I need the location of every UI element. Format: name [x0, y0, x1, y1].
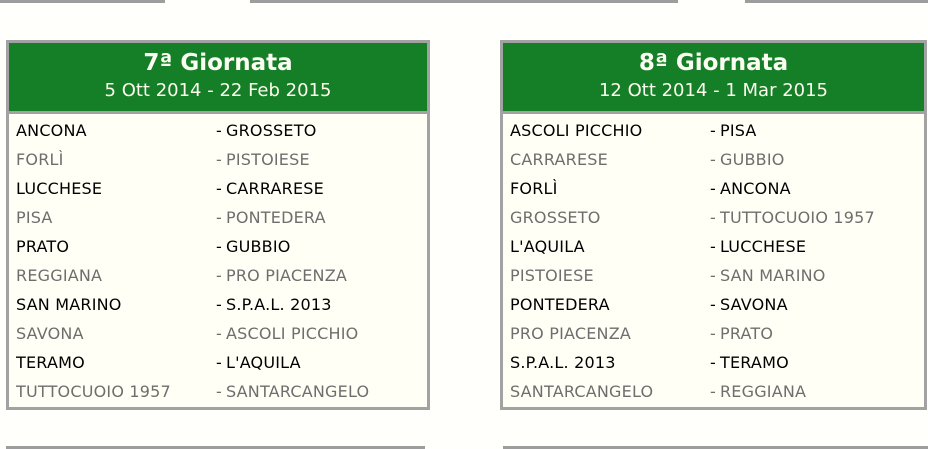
- match-row: [503, 232, 924, 261]
- match-list: [9, 114, 427, 406]
- away-cell: [710, 179, 924, 198]
- match-row: [503, 116, 924, 145]
- home-team: GROSSETO: [510, 208, 601, 227]
- home-team: FORLÌ: [16, 150, 64, 169]
- match-row: [503, 203, 924, 232]
- home-team: SANTARCANGELO: [510, 382, 654, 401]
- vs-separator: -: [710, 150, 716, 169]
- away-team: SANTARCANGELO: [225, 382, 370, 401]
- away-cell: [216, 382, 427, 401]
- match-row: [9, 290, 427, 319]
- vs-separator: -: [216, 324, 222, 343]
- away-team: SAN MARINO: [719, 266, 826, 285]
- away-team: GROSSETO: [225, 121, 317, 140]
- away-team: ANCONA: [719, 179, 791, 198]
- giornata-title: 8ª Giornata: [638, 50, 789, 76]
- home-team: PISA: [16, 208, 53, 227]
- away-team: PRATO: [719, 324, 774, 343]
- away-cell: [216, 237, 427, 256]
- match-row: [9, 348, 427, 377]
- vs-separator: -: [710, 324, 716, 343]
- away-team: GUBBIO: [225, 237, 291, 256]
- away-cell: [710, 150, 924, 169]
- vs-separator: -: [710, 208, 716, 227]
- away-cell: [216, 324, 427, 343]
- match-row: [503, 261, 924, 290]
- away-team: PISA: [719, 121, 757, 140]
- match-row: [9, 174, 427, 203]
- match-row: [9, 232, 427, 261]
- match-row: [503, 145, 924, 174]
- match-row: [503, 348, 924, 377]
- home-team: FORLÌ: [510, 179, 558, 198]
- vs-separator: -: [710, 121, 716, 140]
- vs-separator: -: [710, 382, 716, 401]
- home-team: PONTEDERA: [510, 295, 610, 314]
- away-team: GUBBIO: [719, 150, 785, 169]
- away-team: LUCCHESE: [719, 237, 807, 256]
- away-cell: [216, 266, 427, 285]
- home-team: SAVONA: [16, 324, 84, 343]
- home-team: TERAMO: [16, 353, 85, 372]
- home-team: PRATO: [16, 237, 70, 256]
- away-cell: [216, 353, 427, 372]
- away-cell: [216, 208, 427, 227]
- away-cell: [710, 266, 924, 285]
- away-team: PRO PIACENZA: [225, 266, 348, 285]
- giornata-7-table: [6, 40, 430, 410]
- away-cell: [216, 295, 427, 314]
- away-team: S.P.A.L. 2013: [225, 295, 332, 314]
- away-team: SAVONA: [719, 295, 788, 314]
- match-row: [9, 319, 427, 348]
- home-team: PISTOIESE: [510, 266, 594, 285]
- vs-separator: -: [216, 295, 222, 314]
- cutoff-table-border-top-left: [0, 0, 165, 3]
- away-cell: [710, 353, 924, 372]
- home-team: REGGIANA: [16, 266, 103, 285]
- giornata-7-header: [9, 43, 427, 114]
- match-row: [9, 116, 427, 145]
- vs-separator: -: [710, 353, 716, 372]
- vs-separator: -: [216, 237, 222, 256]
- vs-separator: -: [710, 237, 716, 256]
- away-cell: [710, 237, 924, 256]
- vs-separator: -: [710, 179, 716, 198]
- cutoff-table-border-top-right: [745, 0, 928, 3]
- match-row: [9, 377, 427, 406]
- match-row: [503, 174, 924, 203]
- giornata-8-header: [503, 43, 924, 114]
- vs-separator: -: [216, 150, 222, 169]
- away-team: CARRARESE: [225, 179, 324, 198]
- home-team: LUCCHESE: [16, 179, 103, 198]
- vs-separator: -: [216, 266, 222, 285]
- home-team: ASCOLI PICCHIO: [510, 121, 643, 140]
- home-team: L'AQUILA: [510, 237, 585, 256]
- away-team: PONTEDERA: [225, 208, 326, 227]
- vs-separator: -: [216, 121, 222, 140]
- away-cell: [710, 121, 924, 140]
- away-cell: [710, 295, 924, 314]
- giornata-date-range: 5 Ott 2014 - 22 Feb 2015: [104, 80, 332, 101]
- away-cell: [216, 179, 427, 198]
- giornata-8-table: [500, 40, 927, 410]
- home-team: TUTTOCUOIO 1957: [16, 382, 171, 401]
- vs-separator: -: [710, 295, 716, 314]
- match-row: [503, 319, 924, 348]
- match-row: [9, 145, 427, 174]
- vs-separator: -: [216, 353, 222, 372]
- cutoff-table-border-top-center: [250, 0, 678, 3]
- away-team: TERAMO: [719, 353, 789, 372]
- match-row: [503, 377, 924, 406]
- away-cell: [216, 150, 427, 169]
- vs-separator: -: [216, 208, 222, 227]
- home-team: SAN MARINO: [16, 295, 122, 314]
- away-team: PISTOIESE: [225, 150, 310, 169]
- home-team: S.P.A.L. 2013: [510, 353, 616, 372]
- match-list: [503, 114, 924, 406]
- home-team: CARRARESE: [510, 150, 608, 169]
- away-cell: [710, 324, 924, 343]
- giornata-title: 7ª Giornata: [143, 50, 293, 76]
- away-team: REGGIANA: [719, 382, 807, 401]
- away-team: TUTTOCUOIO 1957: [719, 208, 875, 227]
- vs-separator: -: [710, 266, 716, 285]
- giornata-date-range: 12 Ott 2014 - 1 Mar 2015: [598, 80, 829, 101]
- vs-separator: -: [216, 179, 222, 198]
- home-team: PRO PIACENZA: [510, 324, 632, 343]
- away-team: ASCOLI PICCHIO: [225, 324, 359, 343]
- match-row: [503, 290, 924, 319]
- match-row: [9, 203, 427, 232]
- home-team: ANCONA: [16, 121, 87, 140]
- away-cell: [710, 208, 924, 227]
- away-team: L'AQUILA: [225, 353, 301, 372]
- away-cell: [216, 121, 427, 140]
- away-cell: [710, 382, 924, 401]
- vs-separator: -: [216, 382, 222, 401]
- match-row: [9, 261, 427, 290]
